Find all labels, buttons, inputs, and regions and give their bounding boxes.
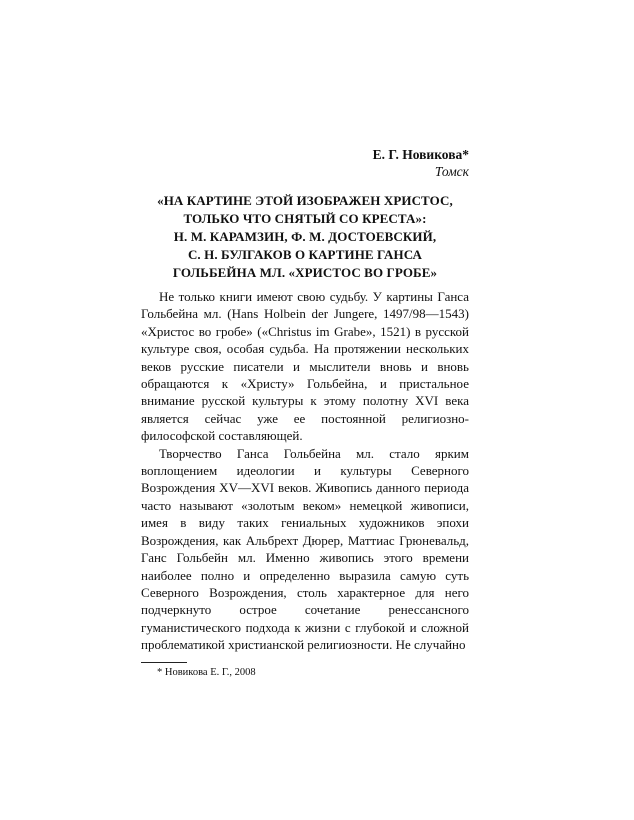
article-page <box>141 146 469 680</box>
footnote: * Новикова Е. Г., 2008 <box>157 666 256 678</box>
title-line: «НА КАРТИНЕ ЭТОЙ ИЗОБРАЖЕН ХРИСТОС, <box>157 193 453 208</box>
author-block <box>141 146 469 180</box>
article-body <box>141 288 469 654</box>
footnote-divider <box>141 662 187 663</box>
title-line: Н. М. КАРАМЗИН, Ф. М. ДОСТОЕВСКИЙ, <box>173 229 437 244</box>
author-name: Е. Г. Новикова* <box>372 147 469 162</box>
paragraph: Творчество Ганса Гольбейна мл. стало ярким воплощением идеологии и культуры Северного Возрождения XV—XVI веков. Живопись данного периода часто называют «золотым веком» немецкой живописи, имея в виду таких гениальных художников эпохи Возрождения, как Альбрехт Дюрер, Маттиас Грюневальд, Ганс Гольбейн мл. Именно живопись этого времени наиболее полно и определенно выразила самую суть Северного Возрождения, столь характерное для него подчеркнуто острое сочетание ренессансного гуманистического подхода к жизни с глубокой и сложной проблематикой христианской религиозности. Не случайно <box>141 445 469 653</box>
paragraph: Не только книги имеют свою судьбу. У картины Ганса Гольбейна мл. (Hans Holbein der Jungere, 1497/98—1543) «Христос во гробе» («Christus im Grabe», 1521) в русской культуре своя, особая судьба. На протяжении нескольких веков русские писатели и мыслители вновь и вновь обращаются к «Христу» Гольбейна, и пристальное внимание русской культуры к этому полотну XVI века является сейчас уже ее постоянной религиозно-философской составляющей. <box>141 289 469 444</box>
author-city: Томск <box>434 164 469 179</box>
title-line: ТОЛЬКО ЧТО СНЯТЫЙ СО КРЕСТА»: <box>183 211 427 226</box>
article-title <box>141 192 469 282</box>
title-line: ГОЛЬБЕЙНА МЛ. «ХРИСТОС ВО ГРОБЕ» <box>172 265 438 280</box>
title-line: С. Н. БУЛГАКОВ О КАРТИНЕ ГАНСА <box>187 247 423 262</box>
